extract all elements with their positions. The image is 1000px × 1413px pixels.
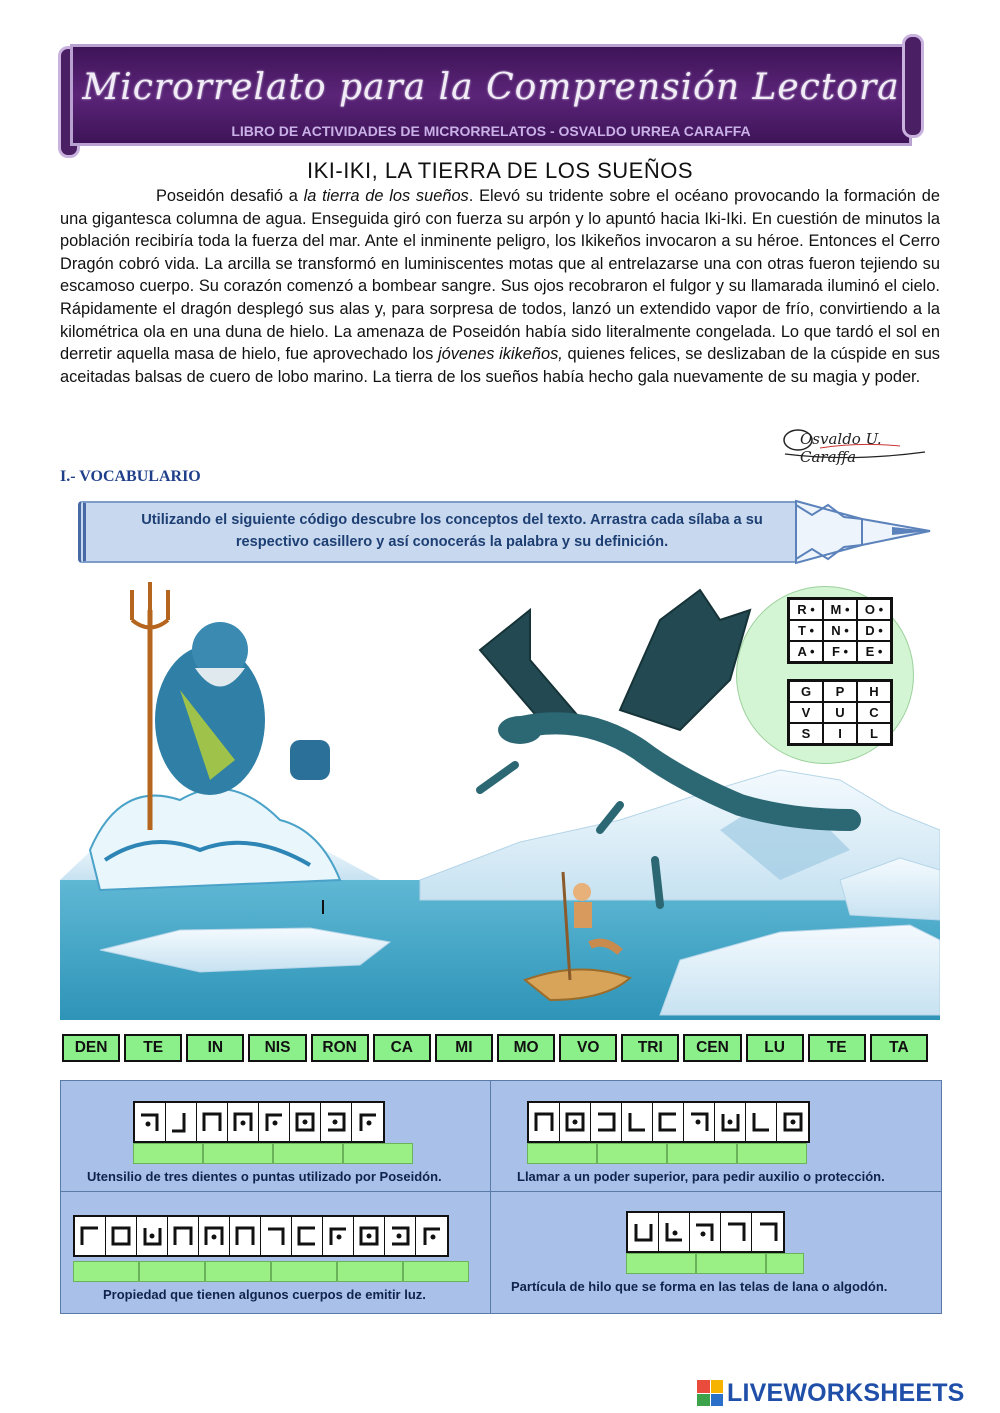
syllable-tile[interactable]: TA <box>870 1034 928 1062</box>
instruction-text: Utilizando el siguiente código descubre los conceptos del texto. Arrastra cada sílaba a su respectivo casillero y así conocerás la palabra y su definición. <box>141 512 763 550</box>
badge-letter <box>697 1380 710 1393</box>
code-grid-plain <box>787 679 893 746</box>
code-cell: G <box>789 681 823 702</box>
cipher-symbol-icon <box>228 1103 259 1141</box>
cipher-word-4 <box>626 1211 785 1253</box>
answer-slot[interactable] <box>343 1143 413 1164</box>
answer-slot[interactable] <box>273 1143 343 1164</box>
cipher-symbol-icon <box>690 1213 721 1251</box>
syllable-tile[interactable]: IN <box>186 1034 244 1062</box>
exercise-board <box>60 1080 942 1314</box>
cipher-symbol-icon <box>166 1103 197 1141</box>
vocabulary-heading: I.- VOCABULARIO <box>60 468 201 485</box>
definition-2: Llamar a un poder superior, para pedir auxilio o protección. <box>517 1169 885 1184</box>
answer-slots-1 <box>133 1143 413 1164</box>
cipher-symbol-icon <box>385 1217 416 1255</box>
syllable-tile[interactable]: VO <box>559 1034 617 1062</box>
badge-letter <box>711 1380 724 1393</box>
answer-slot[interactable] <box>737 1143 807 1164</box>
banner-body <box>70 44 912 146</box>
story-title: IKI-IKI, LA TIERRA DE LOS SUEÑOS <box>306 158 694 183</box>
board-divider-horizontal <box>61 1191 941 1192</box>
code-cell: A • <box>789 641 823 662</box>
code-cell: H <box>857 681 891 702</box>
cipher-symbol-icon <box>290 1103 321 1141</box>
banner-subtitle: LIBRO DE ACTIVIDADES DE MICRORRELATOS - OSVALDO URREA CARAFFA <box>231 123 751 139</box>
cipher-symbol-icon <box>75 1217 106 1255</box>
scroll-roll-right <box>902 34 924 138</box>
code-cell: T • <box>789 620 823 641</box>
syllable-tile[interactable]: CEN <box>683 1034 741 1062</box>
syllable-tile[interactable]: LU <box>746 1034 804 1062</box>
answer-slot[interactable] <box>527 1143 597 1164</box>
poseidon-figure <box>90 582 340 890</box>
code-cell: V <box>789 702 823 723</box>
cipher-symbol-icon <box>628 1213 659 1251</box>
answer-slot[interactable] <box>139 1261 205 1282</box>
syllable-tile[interactable]: NIS <box>248 1034 306 1062</box>
cipher-symbol-icon <box>721 1213 752 1251</box>
cipher-symbol-icon <box>715 1103 746 1141</box>
answer-slot[interactable] <box>73 1261 139 1282</box>
answer-slot[interactable] <box>597 1143 667 1164</box>
syllable-tile[interactable]: TE <box>808 1034 866 1062</box>
cipher-symbol-icon <box>135 1103 166 1141</box>
cipher-symbol-icon <box>259 1103 290 1141</box>
answer-slot[interactable] <box>766 1253 804 1274</box>
author-signature <box>780 424 930 464</box>
answer-slots-2 <box>527 1143 807 1164</box>
cipher-symbol-icon <box>352 1103 383 1141</box>
cipher-symbol-icon <box>560 1103 591 1141</box>
code-cell: N • <box>823 620 857 641</box>
liveworksheets-logo-text: LIVEWORKSHEETS <box>727 1378 965 1407</box>
syllable-tile[interactable]: MI <box>435 1034 493 1062</box>
cipher-symbol-icon <box>199 1217 230 1255</box>
code-cell: M • <box>823 599 857 620</box>
cipher-symbol-icon <box>591 1103 622 1141</box>
cipher-symbol-icon <box>261 1217 292 1255</box>
answer-slot[interactable] <box>133 1143 203 1164</box>
cipher-symbol-icon <box>197 1103 228 1141</box>
answer-slot[interactable] <box>667 1143 737 1164</box>
cipher-symbol-icon <box>684 1103 715 1141</box>
cipher-symbol-icon <box>137 1217 168 1255</box>
syllable-tile[interactable]: RON <box>311 1034 369 1062</box>
header-banner <box>58 34 924 162</box>
liveworksheets-badge-icon <box>697 1380 723 1406</box>
code-cell: E • <box>857 641 891 662</box>
syllable-bank <box>62 1034 928 1062</box>
syllable-tile[interactable]: TRI <box>621 1034 679 1062</box>
story-text: Poseidón desafió a la tierra de los sueños. Elevó su tridente sobre el océano provocando la formación de una gigantesca columna de agua. Enseguida giró con fuerza su arpón y lo apuntó hacia Iki-Iki. En cuestión de minutos la población recibiría toda la fuerza del mar. Ante el inminente peligro, los Ikikeños invocaron a su héroe. Entonces el Cerro Dragón cobró vida. La arcilla se transformó en luminiscentes motas que al entrelazarse una con otras fueron tejiendo su escamoso cuerpo. Su corazón comenzó a bombear sangre. Sus ojos recobraron el fulgor y su llamarada iluminó el cielo. Rápidamente el dragón desplegó sus alas y, para sorpresa de todos, lanzó un extendido vapor de frío, convirtiendo a la kilométrica ola en una duna de hielo. La amenaza de Poseidón había sido literalmente congelada. Lo que tardó el sol en derretir aquella masa de hielo, fue aprovechado los jóvenes ikikeños, quienes felices, se deslizaban de la cúspide en sus aceitadas balsas de cuero de lobo marino. La tierra de los sueños había hecho gala nuevamente de su magia y poder. <box>60 187 941 386</box>
syllable-tile[interactable]: TE <box>124 1034 182 1062</box>
instruction-pencil-banner <box>72 497 932 567</box>
cipher-symbol-icon <box>529 1103 560 1141</box>
answer-slot[interactable] <box>696 1253 766 1274</box>
board-divider-vertical <box>490 1081 491 1313</box>
badge-letter <box>697 1394 710 1407</box>
cipher-symbol-icon <box>292 1217 323 1255</box>
cipher-word-3 <box>73 1215 449 1257</box>
answer-slot[interactable] <box>337 1261 403 1282</box>
banner-title: Microrrelato para la Comprensión Lectora <box>82 67 900 108</box>
answer-slot[interactable] <box>271 1261 337 1282</box>
cipher-symbol-icon <box>323 1217 354 1255</box>
cipher-symbol-icon <box>622 1103 653 1141</box>
code-grid-dots <box>787 597 893 664</box>
answer-slot[interactable] <box>205 1261 271 1282</box>
cipher-symbol-icon <box>777 1103 808 1141</box>
cipher-symbol-icon <box>321 1103 352 1141</box>
cipher-symbol-icon <box>659 1213 690 1251</box>
code-cell: U <box>823 702 857 723</box>
code-cell: D • <box>857 620 891 641</box>
code-cell: S <box>789 723 823 744</box>
code-cell: I <box>823 723 857 744</box>
badge-letter <box>711 1394 724 1407</box>
liveworksheets-logo[interactable] <box>697 1378 965 1408</box>
cipher-symbol-icon <box>416 1217 447 1255</box>
syllable-tile[interactable]: CA <box>373 1034 431 1062</box>
answer-slots-3 <box>73 1261 469 1282</box>
answer-slot[interactable] <box>403 1261 469 1282</box>
answer-slot[interactable] <box>626 1253 696 1274</box>
cipher-word-2 <box>527 1101 810 1143</box>
cipher-word-1 <box>133 1101 385 1143</box>
code-key <box>736 586 914 764</box>
definition-4: Partícula de hilo que se forma en las telas de lana o algodón. <box>511 1279 888 1294</box>
answer-slot[interactable] <box>203 1143 273 1164</box>
cipher-symbol-icon <box>106 1217 137 1255</box>
code-cell: L <box>857 723 891 744</box>
cipher-symbol-icon <box>746 1103 777 1141</box>
cipher-symbol-icon <box>752 1213 783 1251</box>
syllable-tile[interactable]: MO <box>497 1034 555 1062</box>
answer-slots-4 <box>626 1253 804 1274</box>
syllable-tile[interactable]: DEN <box>62 1034 120 1062</box>
signature-text: Osvaldo U. Caraffa <box>800 430 882 466</box>
code-cell: R • <box>789 599 823 620</box>
cipher-symbol-icon <box>168 1217 199 1255</box>
cipher-symbol-icon <box>354 1217 385 1255</box>
code-cell: O • <box>857 599 891 620</box>
cipher-symbol-icon <box>653 1103 684 1141</box>
code-cell: C <box>857 702 891 723</box>
definition-3: Propiedad que tienen algunos cuerpos de emitir luz. <box>103 1287 426 1302</box>
definition-1: Utensilio de tres dientes o puntas utilizado por Poseidón. <box>87 1169 442 1184</box>
code-cell: F • <box>823 641 857 662</box>
cipher-symbol-icon <box>230 1217 261 1255</box>
code-cell: P <box>823 681 857 702</box>
